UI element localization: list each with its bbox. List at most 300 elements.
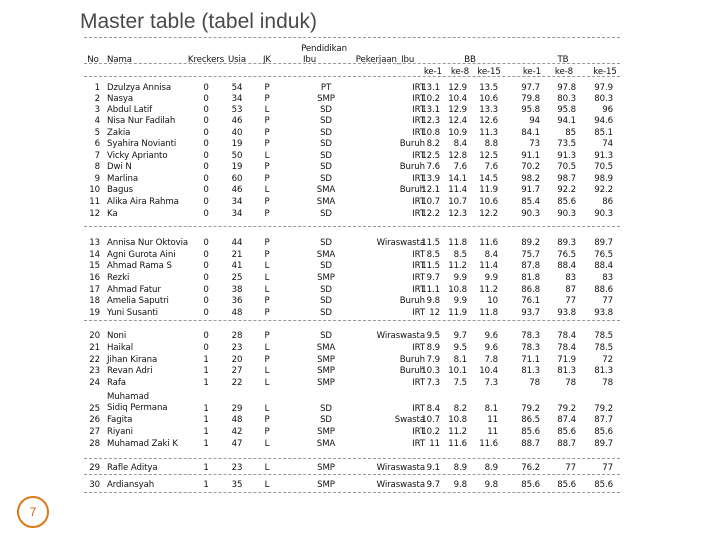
table-cell: 76.5 [594, 250, 613, 260]
table-cell: 24 [89, 378, 100, 388]
table-cell: 10.7 [421, 197, 440, 207]
table-cell: 9.7 [426, 273, 440, 283]
page-title: Master table (tabel induk) [80, 10, 317, 33]
table-cell: 11 [89, 197, 100, 207]
table-cell: Swasta [394, 415, 425, 425]
table-cell: 90.3 [594, 209, 613, 219]
table-cell: 1 [203, 439, 209, 449]
table-cell: L [264, 285, 270, 295]
table-cell: Agni Gurota Aini [107, 250, 176, 260]
table-cell: IRT [412, 116, 425, 126]
table-cell: 1 [203, 415, 209, 425]
table-cell: Jihan Kirana [107, 355, 158, 365]
table-cell: Marlina [107, 174, 139, 184]
table-cell: 6 [94, 139, 100, 149]
table-cell: IRT [412, 151, 425, 161]
table-cell: Haikal [107, 343, 133, 353]
table-cell: L [264, 480, 270, 490]
table-cell: 78 [565, 378, 576, 388]
table-cell: SD [320, 404, 332, 414]
table-cell: 20 [89, 331, 100, 341]
table-cell: 90.3 [521, 209, 540, 219]
table-cell: L [264, 151, 270, 161]
table-cell: 0 [203, 105, 209, 115]
table-cell: 8.4 [484, 250, 498, 260]
header-kreckers: Kreckers [187, 55, 225, 65]
table-cell: Revan Adri [107, 366, 153, 376]
table-cell: SD [320, 308, 332, 318]
table-cell: 34 [231, 197, 243, 207]
table-cell: 85.1 [594, 128, 613, 138]
table-cell: 29 [89, 463, 100, 473]
table-cell: 85.6 [594, 427, 613, 437]
table-cell: 85 [565, 128, 576, 138]
table-cell: P [264, 238, 270, 248]
table-cell: 34 [231, 94, 243, 104]
table-cell: 22 [231, 378, 243, 388]
header-tb: TB [557, 55, 569, 65]
table-cell: 10.7 [448, 197, 467, 207]
table-cell: 86 [602, 197, 613, 207]
table-cell: 85.6 [557, 197, 576, 207]
table-cell: 89.7 [594, 238, 613, 248]
table-cell: 8.4 [426, 404, 440, 414]
table-cell: SD [320, 331, 332, 341]
table-cell: 9.7 [453, 331, 467, 341]
table-cell: 13.5 [479, 83, 498, 93]
header-usia: Usia [227, 55, 247, 65]
table-cell: P [264, 162, 270, 172]
table-cell: 77 [565, 296, 576, 306]
table-cell: 9.6 [484, 331, 498, 341]
table-cell: 7.5 [453, 378, 467, 388]
table-cell: Abdul Latif [107, 105, 153, 115]
table-cell: IRT [412, 273, 425, 283]
table-cell: 14.5 [479, 174, 498, 184]
table-cell: SD [320, 415, 332, 425]
table-cell: SD [320, 116, 332, 126]
table-cell: 76.2 [521, 463, 540, 473]
table-cell: 10.1 [448, 366, 467, 376]
table-cell: 7.3 [426, 378, 440, 388]
table-cell: 95.8 [557, 105, 576, 115]
table-cell: 1 [203, 427, 209, 437]
table-cell: L [264, 463, 270, 473]
table-cell: 9 [94, 174, 100, 184]
table-cell: 27 [231, 366, 243, 376]
table-cell: 87.7 [594, 415, 613, 425]
table-cell: 94.1 [557, 116, 576, 126]
table-cell: Yuni Susanti [107, 308, 158, 318]
table-cell: SD [320, 151, 332, 161]
table-cell: 1 [203, 463, 209, 473]
table-cell: 12.3 [448, 209, 467, 219]
table-cell: SMP [317, 94, 335, 104]
table-cell: 94.6 [594, 116, 613, 126]
table-cell: 8.1 [453, 355, 467, 365]
table-cell: 77 [602, 296, 613, 306]
table-rule [84, 458, 620, 459]
table-cell: 8.5 [453, 250, 467, 260]
table-cell: 11 [429, 439, 440, 449]
table-cell: L [264, 343, 270, 353]
table-cell: 21 [89, 343, 100, 353]
table-cell: 79.2 [557, 404, 576, 414]
table-cell: 7.9 [426, 355, 440, 365]
table-cell: 11.1 [421, 285, 440, 295]
table-cell: Muhamad Zaki K [107, 439, 178, 449]
table-cell: IRT [412, 378, 425, 388]
table-cell: 87.8 [521, 261, 540, 271]
table-cell: 8.1 [484, 404, 498, 414]
table-cell: Buruh [399, 185, 425, 195]
table-cell: 88.6 [594, 285, 613, 295]
header-bb: BB [464, 55, 476, 65]
table-cell: 78 [529, 378, 540, 388]
table-cell: Alika Aira Rahma [107, 197, 179, 207]
table-cell: Ardiansyah [107, 480, 155, 490]
table-cell: 9.8 [453, 480, 467, 490]
table-cell: 41 [231, 261, 243, 271]
table-cell: 72 [602, 355, 613, 365]
table-cell: 0 [203, 185, 209, 195]
table-cell: Syahira Novianti [107, 139, 177, 149]
table-cell: L [264, 105, 270, 115]
table-cell: P [264, 427, 270, 437]
table-cell: 12.1 [421, 185, 440, 195]
table-cell: P [264, 116, 270, 126]
table-cell: P [264, 174, 270, 184]
header-jk: JK [263, 55, 271, 65]
table-cell: P [264, 83, 270, 93]
table-cell: Zakia [107, 128, 131, 138]
table-cell: 10.4 [448, 94, 467, 104]
table-cell: IRT [412, 261, 425, 271]
table-cell: Ahmad Rama S [107, 261, 172, 271]
table-cell: 11.3 [479, 128, 498, 138]
table-cell: P [264, 128, 270, 138]
table-cell: P [264, 415, 270, 425]
table-cell: 36 [231, 296, 243, 306]
table-cell: 53 [231, 105, 243, 115]
table-cell: 74 [602, 139, 613, 149]
table-cell: Muhamad Sidiq Permana [107, 392, 168, 413]
table-cell: Wiraswasta [376, 238, 425, 248]
table-cell: 50 [231, 151, 243, 161]
table-cell: P [264, 139, 270, 149]
table-cell: 22 [89, 355, 100, 365]
table-cell: 85.6 [521, 427, 540, 437]
table-cell: 1 [203, 366, 209, 376]
table-cell: 10.8 [448, 415, 467, 425]
table-cell: SMP [317, 378, 335, 388]
table-cell: 97.8 [557, 83, 576, 93]
table-cell: P [264, 355, 270, 365]
table-cell: IRT [412, 105, 425, 115]
table-cell: 8.8 [484, 139, 498, 149]
table-cell: 11.6 [479, 439, 498, 449]
table-cell: 11.8 [448, 238, 467, 248]
page-number-badge: 7 [17, 496, 49, 528]
table-cell: 7.6 [484, 162, 498, 172]
table-cell: SMA [316, 439, 336, 449]
table-cell: 23 [231, 343, 243, 353]
table-cell: 10.6 [479, 197, 498, 207]
table-cell: SD [320, 174, 332, 184]
table-cell: SD [320, 296, 332, 306]
table-cell: 88.7 [557, 439, 576, 449]
table-cell: 78.4 [557, 331, 576, 341]
table-cell: 8.2 [453, 404, 467, 414]
table-cell: 1 [203, 404, 209, 414]
table-cell: 87 [565, 285, 576, 295]
table-cell: 97.9 [594, 83, 613, 93]
table-cell: P [264, 209, 270, 219]
table-cell: 5 [94, 128, 100, 138]
table-cell: IRT [412, 427, 425, 437]
table-cell: SD [320, 128, 332, 138]
table-cell: 11.8 [479, 308, 498, 318]
table-cell: 0 [203, 174, 209, 184]
table-cell: 19 [231, 162, 243, 172]
table-cell: 0 [203, 139, 209, 149]
table-cell: 86.8 [521, 285, 540, 295]
table-cell: 20 [231, 355, 243, 365]
table-cell: 18 [89, 296, 100, 306]
table-cell: 98.7 [557, 174, 576, 184]
table-cell: 9.5 [453, 343, 467, 353]
table-cell: 9.9 [453, 273, 467, 283]
table-cell: SMP [317, 366, 335, 376]
table-cell: IRT [412, 174, 425, 184]
table-cell: IRT [412, 94, 425, 104]
table-cell: SD [320, 238, 332, 248]
table-cell: 88.7 [521, 439, 540, 449]
table-cell: IRT [412, 343, 425, 353]
table-cell: 48 [231, 415, 243, 425]
table-cell: 12.9 [448, 83, 467, 93]
table-cell: 14 [89, 250, 100, 260]
table-cell: 94 [529, 116, 540, 126]
table-cell: 79.8 [521, 94, 540, 104]
table-cell: 44 [231, 238, 243, 248]
table-cell: SMP [317, 427, 335, 437]
table-rule [84, 37, 620, 38]
table-cell: 8.9 [426, 343, 440, 353]
table-cell: 10.2 [421, 427, 440, 437]
table-cell: 38 [231, 285, 243, 295]
table-cell: 12.3 [421, 116, 440, 126]
table-cell: Wiraswasta [376, 463, 425, 473]
table-cell: 0 [203, 343, 209, 353]
table-cell: 12.5 [479, 151, 498, 161]
table-cell: 10.2 [421, 94, 440, 104]
table-cell: 80.3 [594, 94, 613, 104]
table-cell: Ahmad Fatur [107, 285, 161, 295]
table-cell: 73 [529, 139, 540, 149]
table-cell: 25 [231, 273, 243, 283]
table-cell: 47 [231, 439, 243, 449]
table-cell: 7.8 [484, 355, 498, 365]
table-cell: 10 [89, 185, 100, 195]
table-cell: 0 [203, 209, 209, 219]
table-cell: SMP [317, 463, 335, 473]
table-cell: Wiraswasta [376, 480, 425, 490]
table-cell: 0 [203, 331, 209, 341]
table-cell: 93.8 [557, 308, 576, 318]
table-cell: 91.3 [557, 151, 576, 161]
table-cell: 78.3 [521, 343, 540, 353]
table-cell: 11.4 [448, 185, 467, 195]
table-cell: IRT [412, 285, 425, 295]
table-cell: 10.7 [421, 415, 440, 425]
table-cell: Nasya [107, 94, 134, 104]
table-cell: Annisa Nur Oktovia [107, 238, 189, 248]
table-cell: 12.2 [421, 209, 440, 219]
table-cell: 28 [231, 331, 243, 341]
table-cell: 13.1 [421, 83, 440, 93]
table-cell: 81.3 [594, 366, 613, 376]
table-cell: 27 [89, 427, 100, 437]
table-rule [84, 492, 620, 493]
header-nama: Nama [107, 55, 132, 65]
table-cell: 11.5 [421, 238, 440, 248]
table-cell: 0 [203, 250, 209, 260]
table-cell: 85.6 [594, 480, 613, 490]
table-cell: 12.9 [448, 105, 467, 115]
table-cell: 90.3 [557, 209, 576, 219]
header-bb-ke15: ke-15 [477, 67, 501, 77]
table-cell: 7.6 [426, 162, 440, 172]
table-cell: 0 [203, 197, 209, 207]
table-cell: L [264, 378, 270, 388]
table-cell: 13.3 [479, 105, 498, 115]
table-cell: 3 [94, 105, 100, 115]
table-cell: 9.6 [484, 343, 498, 353]
table-cell: 10.3 [421, 366, 440, 376]
table-cell: PT [320, 83, 332, 93]
table-cell: 89.2 [521, 238, 540, 248]
table-cell: 11.2 [448, 261, 467, 271]
header-tb-ke1: ke-1 [522, 67, 541, 77]
table-cell: L [264, 439, 270, 449]
table-cell: 8.9 [453, 463, 467, 473]
table-cell: SD [320, 261, 332, 271]
table-cell: 11 [487, 427, 498, 437]
table-cell: 1 [94, 83, 100, 93]
table-cell: 96 [602, 105, 613, 115]
table-cell: 17 [89, 285, 100, 295]
table-cell: 23 [231, 463, 243, 473]
table-cell: 28 [89, 439, 100, 449]
table-cell: 8.2 [426, 139, 440, 149]
table-cell: 4 [94, 116, 100, 126]
table-cell: P [264, 250, 270, 260]
table-cell: SD [320, 162, 332, 172]
table-cell: IRT [412, 439, 425, 449]
table-cell: Nisa Nur Fadilah [107, 116, 176, 126]
table-cell: 93.7 [521, 308, 540, 318]
table-cell: P [264, 296, 270, 306]
table-cell: 8.4 [453, 139, 467, 149]
table-cell: 9.8 [426, 296, 440, 306]
table-cell: L [264, 273, 270, 283]
table-cell: IRT [412, 197, 425, 207]
table-cell: 19 [89, 308, 100, 318]
table-cell: 76.1 [521, 296, 540, 306]
table-cell: IRT [412, 128, 425, 138]
table-cell: 21 [231, 250, 243, 260]
table-cell: 0 [203, 162, 209, 172]
table-cell: 48 [231, 308, 243, 318]
table-cell: 12.6 [479, 116, 498, 126]
table-cell: 91.1 [521, 151, 540, 161]
table-cell: Vicky Aprianto [107, 151, 168, 161]
table-cell: 8.9 [484, 463, 498, 473]
table-cell: 12.4 [448, 116, 467, 126]
table-cell: 83 [565, 273, 576, 283]
table-cell: 77 [602, 463, 613, 473]
table-cell: SMA [316, 197, 336, 207]
table-cell: 8.5 [426, 250, 440, 260]
table-cell: 88.4 [594, 261, 613, 271]
table-cell: 85.6 [557, 427, 576, 437]
table-cell: 13.9 [421, 174, 440, 184]
table-cell: 10.8 [421, 128, 440, 138]
header-bb-ke8: ke-8 [450, 67, 469, 77]
table-cell: 11.5 [421, 261, 440, 271]
table-cell: 71.1 [521, 355, 540, 365]
table-cell: 0 [203, 308, 209, 318]
table-cell: 11.4 [479, 261, 498, 271]
table-cell: 10.9 [448, 128, 467, 138]
table-cell: 0 [203, 116, 209, 126]
table-cell: SMP [317, 355, 335, 365]
table-cell: 7.6 [453, 162, 467, 172]
table-cell: 0 [203, 83, 209, 93]
table-cell: 0 [203, 94, 209, 104]
table-cell: Wiraswasta [376, 331, 425, 341]
table-cell: 87.4 [557, 415, 576, 425]
table-cell: 26 [89, 415, 100, 425]
table-cell: Rafa [107, 378, 126, 388]
table-cell: 11.2 [479, 285, 498, 295]
table-cell: 97.7 [521, 83, 540, 93]
table-rule [84, 474, 620, 475]
table-cell: 75.7 [521, 250, 540, 260]
table-cell: 70.2 [521, 162, 540, 172]
header-tb-ke8: ke-8 [554, 67, 574, 77]
table-cell: Fagita [107, 415, 133, 425]
table-cell: 13.1 [421, 105, 440, 115]
header-no: No [87, 55, 99, 65]
header-ibu: Ibu [303, 55, 317, 65]
table-cell: Bagus [107, 185, 134, 195]
table-cell: SMA [316, 343, 336, 353]
table-cell: 91.3 [594, 151, 613, 161]
table-cell: 95.8 [521, 105, 540, 115]
table-cell: 13 [89, 238, 100, 248]
table-cell: 12.5 [421, 151, 440, 161]
table-cell: 85.4 [521, 197, 540, 207]
table-cell: 89.7 [594, 439, 613, 449]
table-cell: 10.8 [448, 285, 467, 295]
table-cell: SMA [316, 250, 336, 260]
table-cell: 25 [89, 404, 100, 414]
table-cell: 78 [602, 378, 613, 388]
table-cell: 79.2 [594, 404, 613, 414]
table-cell: Rafle Aditya [107, 463, 158, 473]
